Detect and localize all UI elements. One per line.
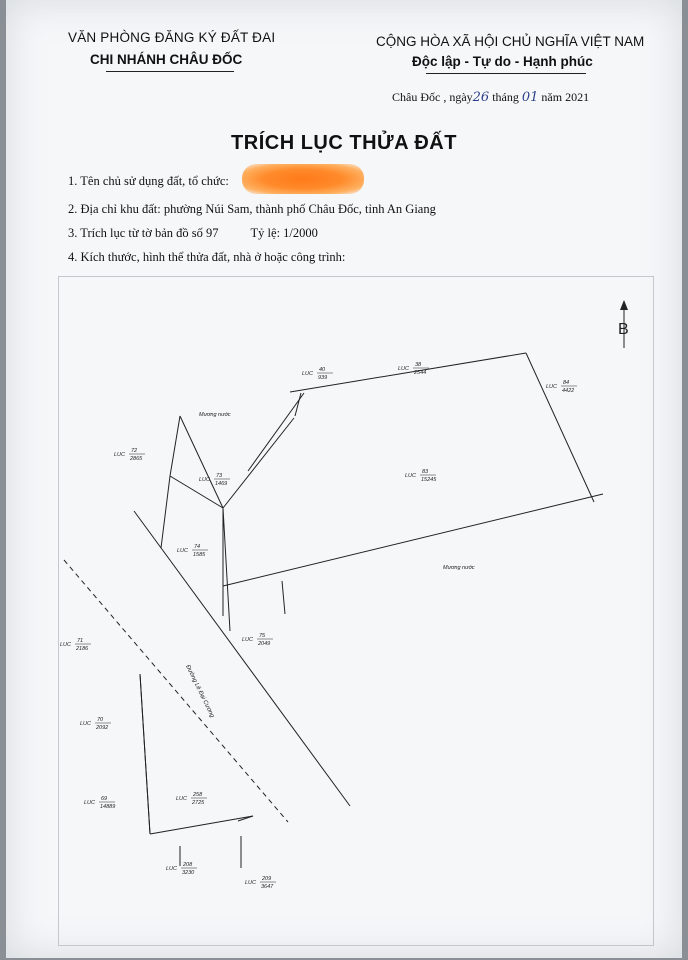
document-sheet (6, 0, 682, 958)
road-label: Đường Lê Đại Cương (184, 664, 215, 719)
parcel-number: 75 (259, 633, 266, 639)
parcel-number: 209 (262, 876, 272, 882)
parcel-type: LUC (302, 371, 314, 377)
parcel-area: 1469 (215, 481, 228, 487)
address-line: 2. Địa chỉ khu đất: phường Núi Sam, thành phố Châu Đốc, tỉnh An Giang (68, 202, 436, 216)
parcel-type: LUC (546, 384, 558, 390)
parcel-type: LUC (60, 642, 72, 648)
parcel-label-83 (405, 469, 437, 483)
parcel-labels (60, 362, 577, 890)
parcel-area: 939 (318, 375, 328, 381)
parcel-number: 73 (216, 473, 223, 479)
parcel-label-72 (114, 448, 145, 462)
republic-name: CỘNG HÒA XÃ HỘI CHỦ NGHĨA VIỆT NAM (376, 34, 645, 49)
parcel-label-208 (166, 862, 197, 876)
parcel-label-209 (245, 876, 276, 890)
parcel-number: 258 (193, 792, 203, 798)
owner-line: 1. Tên chủ sử dụng đất, tổ chức: (68, 174, 229, 188)
parcel-label-70 (80, 717, 111, 731)
scale-label: Tỷ lệ: 1/2000 (250, 226, 318, 240)
parcel-label-75 (242, 633, 273, 647)
parcel-number: 69 (101, 796, 108, 802)
parcel-number: 208 (183, 862, 193, 868)
national-motto: Độc lập - Tự do - Hạnh phúc (412, 54, 593, 69)
map-sheet-number: 97 (206, 226, 219, 240)
parcel-area: 2186 (76, 646, 89, 652)
parcel-label-84 (546, 380, 577, 394)
parcel-number: 70 (97, 717, 104, 723)
parcel-number: 74 (194, 544, 201, 550)
parcel-type: LUC (80, 721, 92, 727)
parcel-label-40 (302, 367, 333, 381)
date-month-label: tháng (492, 90, 519, 104)
parcel-area: 2725 (192, 800, 205, 806)
parcel-number: 38 (415, 362, 422, 368)
north-label: B (618, 321, 629, 338)
branch-name: CHI NHÁNH CHÂU ĐỐC (90, 52, 243, 67)
parcel-label-258 (176, 792, 207, 806)
shape-line: 4. Kích thước, hình thể thửa đất, nhà ở hoặc công trình: (68, 250, 346, 264)
agency-name: VĂN PHÒNG ĐĂNG KÝ ĐẤT ĐAI (68, 30, 276, 45)
map-sheet-line (68, 226, 318, 241)
parcel-type: LUC (176, 796, 188, 802)
parcel-boundaries (140, 353, 603, 868)
parcel-type: LUC (166, 866, 178, 872)
parcel-label-69 (84, 796, 115, 810)
date-place: Châu Đốc , ngày (392, 90, 473, 104)
parcel-type: LUC (199, 477, 211, 483)
parcel-type: LUC (242, 637, 254, 643)
map-frame (59, 277, 654, 946)
parcel-area: 3647 (261, 884, 274, 890)
parcel-map (58, 276, 654, 946)
date-year: năm 2021 (541, 90, 590, 104)
parcel-area: 2865 (130, 456, 143, 462)
parcel-type: LUC (84, 800, 96, 806)
redaction-mark (242, 164, 364, 194)
parcel-label-73 (199, 473, 230, 487)
canal-label-right: Mương nước (443, 565, 475, 571)
parcel-number: 71 (77, 638, 84, 644)
road-centerline (64, 560, 288, 822)
parcel-area: 2544 (414, 370, 427, 376)
parcel-number: 84 (563, 380, 570, 386)
parcel-area: 15245 (421, 477, 437, 483)
parcel-type: LUC (245, 880, 257, 886)
parcel-label-74 (177, 544, 208, 558)
document-title: TRÍCH LỤC THỬA ĐẤT (231, 132, 457, 154)
branch-underline (106, 71, 234, 72)
parcel-label-38 (398, 362, 429, 376)
date-month: 01 (521, 90, 539, 105)
motto-underline (426, 73, 586, 74)
parcel-type: LUC (114, 452, 126, 458)
parcel-area: 3230 (182, 870, 195, 876)
parcel-number: 72 (131, 448, 138, 454)
parcel-number: 40 (319, 367, 326, 373)
parcel-type: LUC (405, 473, 417, 479)
parcel-label-71 (60, 638, 91, 652)
date-line (392, 90, 589, 105)
road-edges (134, 511, 350, 834)
map-sheet-label: 3. Trích lục từ tờ bản đồ số (68, 226, 203, 240)
canal-label-top: Mương nước (199, 412, 231, 418)
parcel-type: LUC (177, 548, 189, 554)
date-day: 26 (472, 90, 490, 105)
parcel-area: 4422 (562, 388, 575, 394)
parcel-type: LUC (398, 366, 410, 372)
parcel-number: 83 (422, 469, 429, 475)
parcel-area: 1585 (193, 552, 206, 558)
parcel-area: 2049 (258, 641, 271, 647)
parcel-area: 14889 (100, 804, 116, 810)
parcel-area: 2092 (96, 725, 109, 731)
